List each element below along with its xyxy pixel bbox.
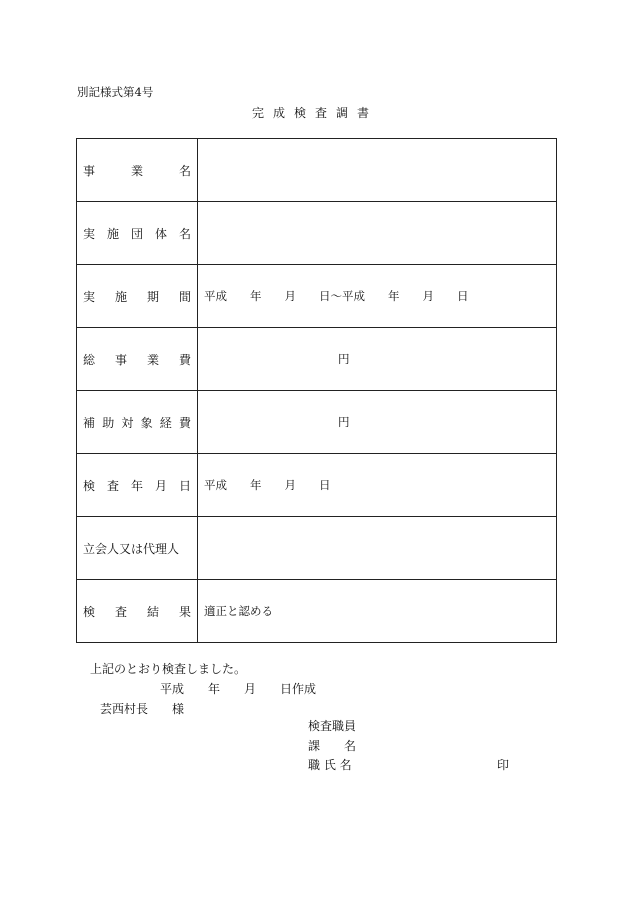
table-row bbox=[77, 202, 557, 265]
label-subsidy-eligible-cost: 補 助 対 象 経 費 bbox=[77, 391, 198, 454]
table-row bbox=[77, 454, 557, 517]
section-name-label: 課 名 bbox=[308, 739, 357, 753]
value-subsidy-eligible-cost[interactable] bbox=[198, 391, 557, 454]
inspector-title: 検査職員 bbox=[308, 719, 357, 733]
value-implementing-body[interactable] bbox=[198, 202, 557, 265]
value-inspection-result[interactable]: 適正と認める bbox=[198, 580, 557, 643]
table-row bbox=[77, 517, 557, 580]
value-implementation-period[interactable]: 平成 年 月 日～平成 年 月 日 bbox=[198, 265, 557, 328]
table-row bbox=[77, 328, 557, 391]
value-project-name[interactable] bbox=[198, 139, 557, 202]
inspection-table bbox=[76, 138, 557, 643]
form-number: 別記様式第4号 bbox=[77, 85, 154, 99]
label-total-project-cost: 総 事 業 費 bbox=[77, 328, 198, 391]
yen-unit: 円 bbox=[338, 415, 350, 429]
table-row bbox=[77, 391, 557, 454]
statement-text: 上記のとおり検査しました。 bbox=[90, 662, 247, 676]
label-inspection-result: 検 査 結 果 bbox=[77, 580, 198, 643]
created-date: 平成 年 月 日作成 bbox=[160, 682, 317, 696]
seal-mark: 印 bbox=[497, 758, 510, 772]
value-inspection-date[interactable]: 平成 年 月 日 bbox=[198, 454, 557, 517]
table-row bbox=[77, 265, 557, 328]
label-project-name: 事 業 名 bbox=[77, 139, 198, 202]
value-witness[interactable] bbox=[198, 517, 557, 580]
value-total-project-cost[interactable] bbox=[198, 328, 557, 391]
table-row bbox=[77, 139, 557, 202]
label-implementation-period: 実 施 期 間 bbox=[77, 265, 198, 328]
position-name-label: 職 氏 名 bbox=[308, 758, 352, 772]
label-implementing-body: 実 施 団 体 名 bbox=[77, 202, 198, 265]
label-inspection-date: 検 査 年 月 日 bbox=[77, 454, 198, 517]
table-row bbox=[77, 580, 557, 643]
yen-unit: 円 bbox=[338, 352, 350, 366]
addressee: 芸西村長 様 bbox=[100, 702, 185, 716]
label-witness: 立会人又は代理人 bbox=[77, 517, 198, 580]
document-title: 完成検査調書 bbox=[252, 106, 379, 120]
